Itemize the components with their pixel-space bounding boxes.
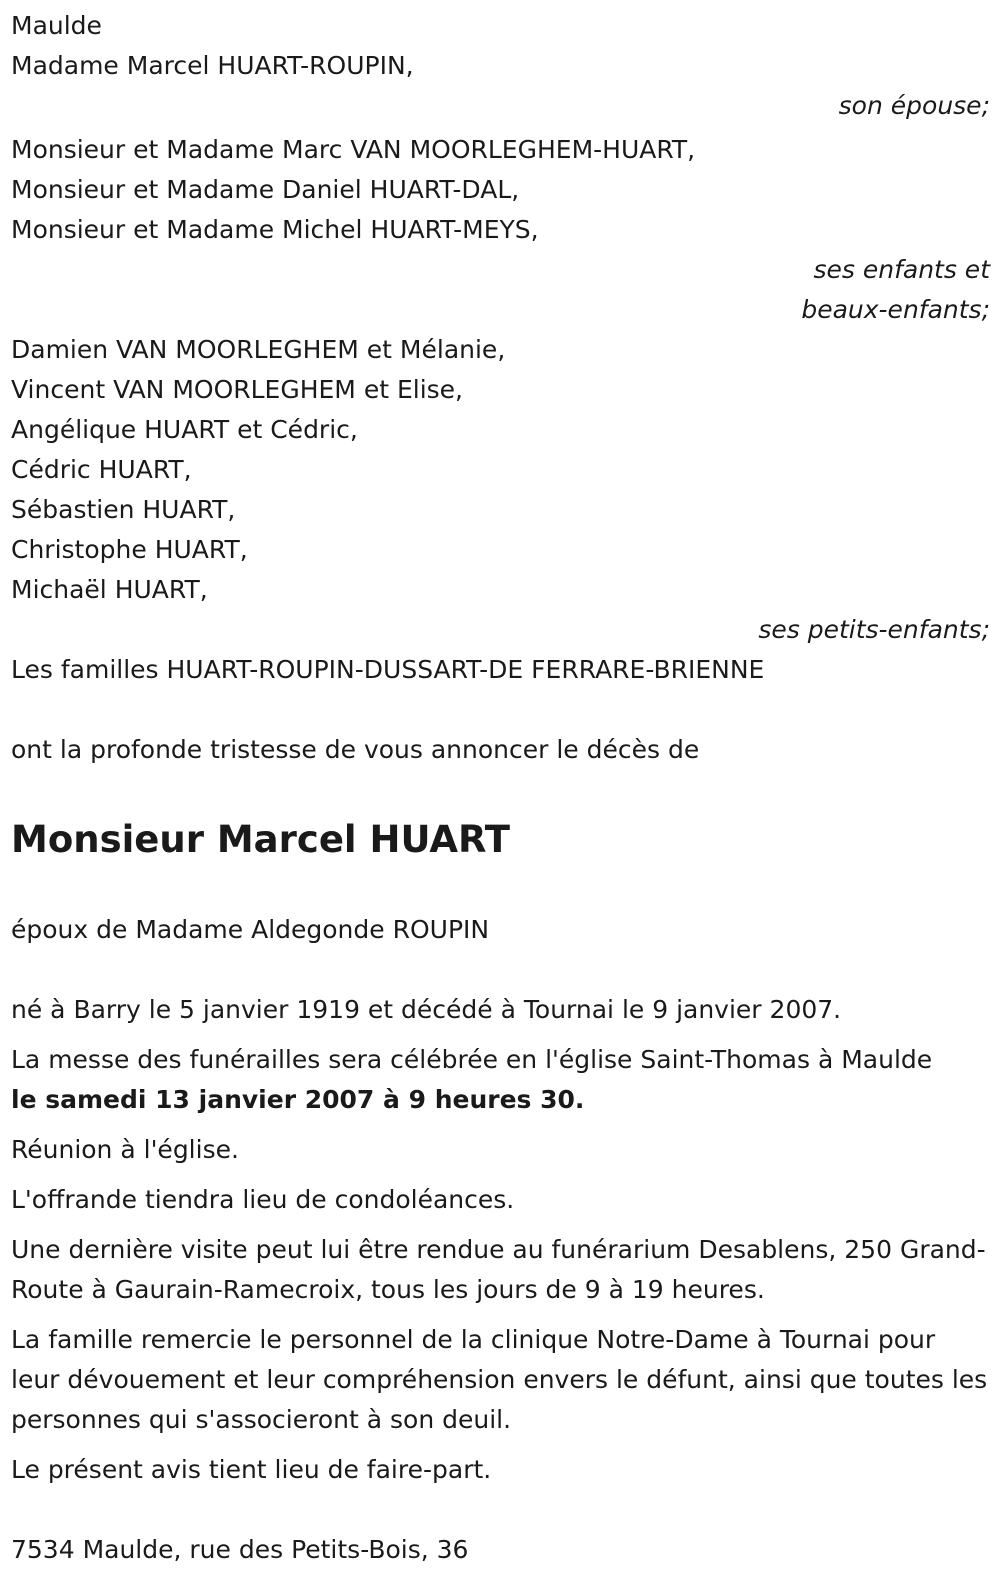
thanks-info: La famille remercie le personnel de la clinique Notre-Dame à Tournai pour leur dévouement et leur compréhension envers le défunt, ainsi que toutes les personnes qui s'associeront à son deuil. bbox=[11, 1325, 988, 1434]
announcement-intro: ont la profonde tristesse de vous annoncer le décès de bbox=[11, 735, 700, 764]
family-address: 7534 Maulde, rue des Petits-Bois, 36 bbox=[11, 1535, 469, 1564]
children-role: beaux-enfants; bbox=[801, 295, 990, 324]
grandchild-entry: Cédric HUART, bbox=[11, 455, 192, 484]
mass-datetime: le samedi 13 janvier 2007 à 9 heures 30. bbox=[11, 1085, 585, 1114]
grandchild-entry: Michaël HUART, bbox=[11, 575, 208, 604]
notice-info: Le présent avis tient lieu de faire-part. bbox=[11, 1455, 492, 1484]
spouse-of: époux de Madame Aldegonde ROUPIN bbox=[11, 915, 490, 944]
deceased-name: Monsieur Marcel HUART bbox=[11, 818, 511, 861]
grandchild-entry: Christophe HUART, bbox=[11, 535, 248, 564]
spouse-name: Madame Marcel HUART-ROUPIN, bbox=[11, 51, 414, 80]
child-entry: Monsieur et Madame Marc VAN MOORLEGHEM-HUART, bbox=[11, 135, 696, 164]
birth-death-info: né à Barry le 5 janvier 1919 et décédé à Tournai le 9 janvier 2007. bbox=[11, 995, 842, 1024]
spouse-role: son épouse; bbox=[838, 91, 990, 120]
visit-info: Une dernière visite peut lui être rendue au funérarium Desablens, 250 Grand-Route à Gaurain-Ramecroix, tous les jours de 9 à 19 heures. bbox=[11, 1235, 986, 1304]
child-entry: Monsieur et Madame Daniel HUART-DAL, bbox=[11, 175, 520, 204]
mass-location: La messe des funérailles sera célébrée en l'église Saint-Thomas à Maulde bbox=[11, 1045, 933, 1074]
mass-paragraph bbox=[11, 1040, 990, 1120]
grandchild-entry: Angélique HUART et Cédric, bbox=[11, 415, 358, 444]
village-name: Maulde bbox=[11, 11, 102, 40]
children-role: ses enfants et bbox=[813, 255, 990, 284]
extended-families: Les familles HUART-ROUPIN-DUSSART-DE FERRARE-BRIENNE bbox=[11, 655, 765, 684]
grandchildren-role: ses petits-enfants; bbox=[758, 615, 990, 644]
grandchild-entry: Vincent VAN MOORLEGHEM et Elise, bbox=[11, 375, 463, 404]
offering-info: L'offrande tiendra lieu de condoléances. bbox=[11, 1185, 515, 1214]
grandchild-entry: Damien VAN MOORLEGHEM et Mélanie, bbox=[11, 335, 506, 364]
obituary-notice bbox=[11, 6, 990, 1570]
meeting-info: Réunion à l'église. bbox=[11, 1135, 239, 1164]
grandchild-entry: Sébastien HUART, bbox=[11, 495, 236, 524]
child-entry: Monsieur et Madame Michel HUART-MEYS, bbox=[11, 215, 539, 244]
